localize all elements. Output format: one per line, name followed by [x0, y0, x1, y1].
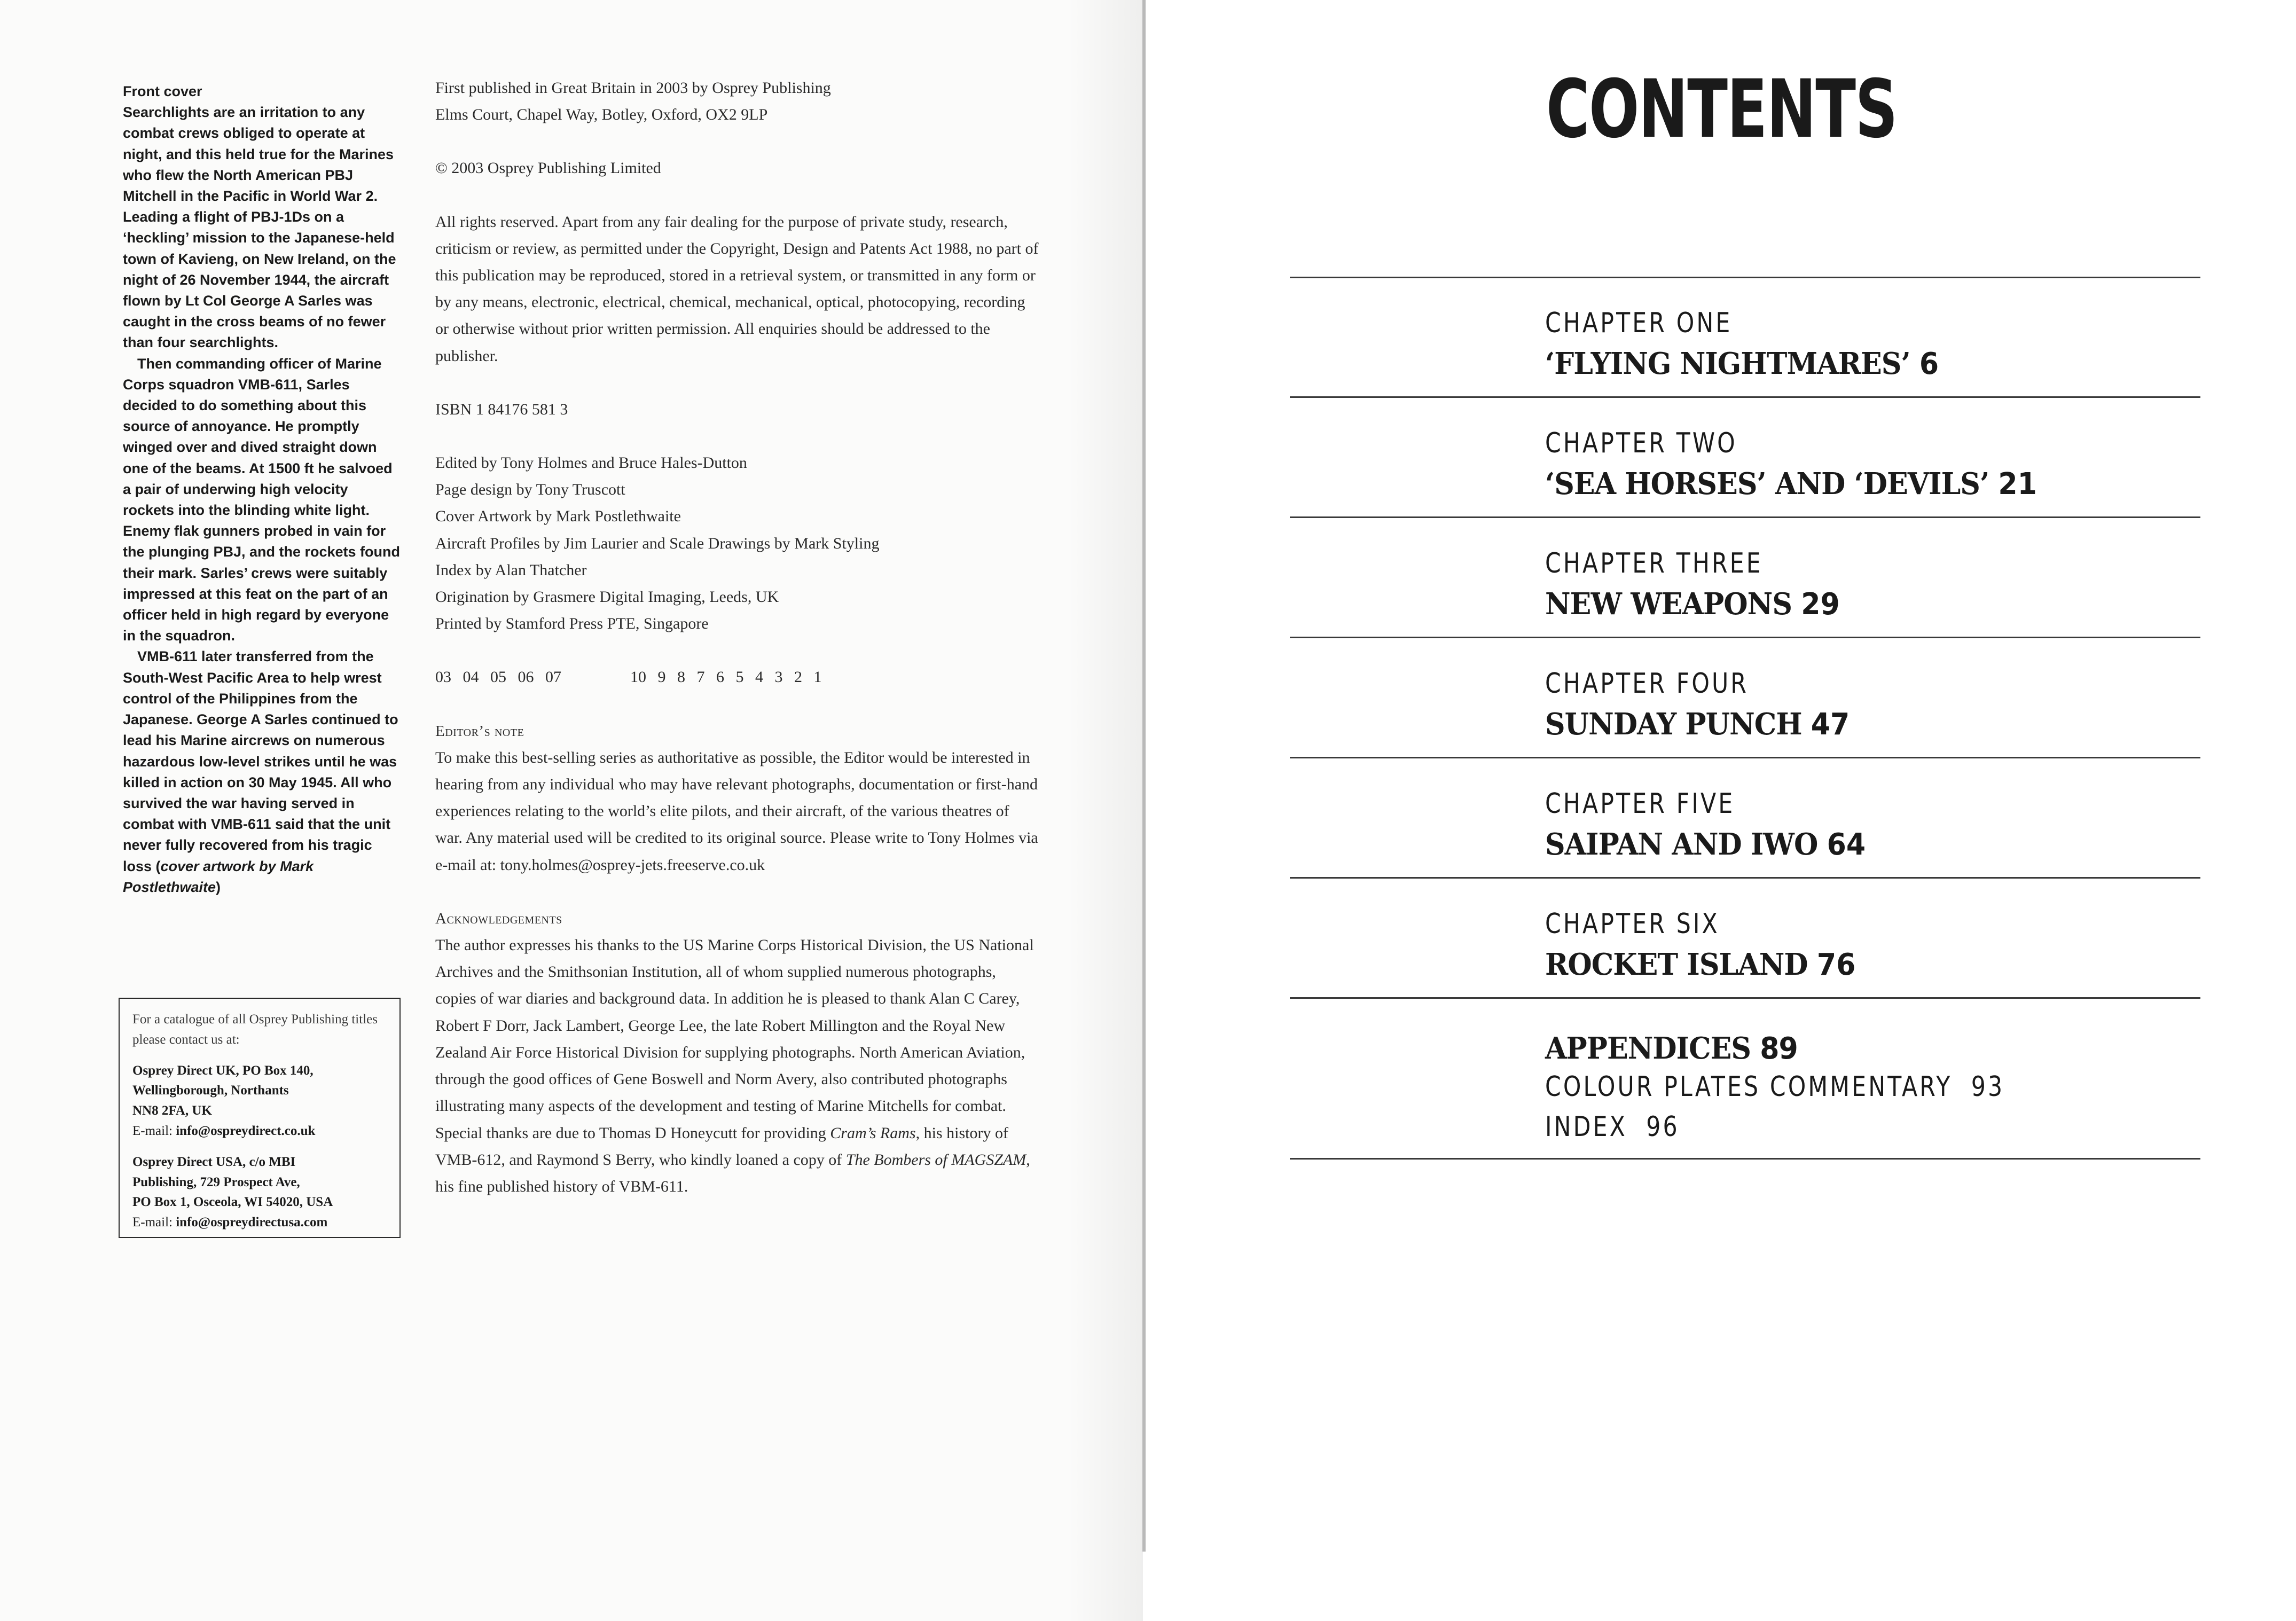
front-cover-paragraph-3: [123, 646, 403, 897]
chapter-1-title: [1545, 346, 1939, 382]
catalogue-intro: For a catalogue of all Osprey Publishing titles please contact us at:: [132, 1012, 378, 1047]
editors-note-section: [435, 718, 1039, 879]
divider-rule: [1290, 757, 2200, 758]
credit-line: Printed by Stamford Press PTE, Singapore: [435, 615, 709, 633]
print-years: 03 04 05 06 07: [435, 668, 561, 686]
chapter-1-page: 6: [1919, 347, 1939, 381]
chapter-4-name: SUNDAY PUNCH: [1545, 707, 1802, 742]
usa-address-line-3: PO Box 1, Osceola, WI 54020, USA: [132, 1195, 333, 1210]
chapter-6-label: CHAPTER SIX: [1545, 908, 1720, 940]
acknowledgements-text: [435, 932, 1039, 1200]
imprint-column: [435, 75, 1039, 1200]
chapter-2-page: 21: [1998, 467, 2037, 502]
divider-rule: [1290, 637, 2200, 638]
front-cover-heading: Front cover: [123, 83, 202, 99]
chapter-6-title: [1545, 947, 1855, 983]
ack-text-1: The author expresses his thanks to the US Marine Corps Historical Division, the US National Archives and the Smithsonian Institution, all of whom supplied numerous photographs, copies of war diaries and background data. In addition he is pleased to thank Alan C Carey, Robert F Dorr, Jack Lambert, George Lee, the late Robert Millington and the Royal New Zealand Air Force Historical Division for supplying photographs. North American Aviation, through the good offices of Gene Boswell and Norm Avery, also contributed photographs illustrating many aspects of the development and testing of Marine Mitchells for combat. Special thanks are due to Thomas D Honeycutt for providing: [435, 936, 1034, 1142]
colour-plates-title: COLOUR PLATES COMMENTARY: [1545, 1071, 1953, 1103]
appendices-page: 89: [1760, 1031, 1798, 1066]
production-credits: [435, 450, 1039, 637]
divider-rule: [1290, 1158, 2200, 1160]
credit-open: (: [152, 858, 161, 874]
credit-line: Aircraft Profiles by Jim Laurier and Scale Drawings by Mark Styling: [435, 534, 880, 552]
usa-email-address: info@ospreydirectusa.com: [176, 1215, 328, 1230]
contents-title: CONTENTS: [1546, 63, 1897, 156]
uk-email-address: info@ospreydirect.co.uk: [176, 1123, 316, 1138]
divider-rule: [1290, 997, 2200, 999]
published-line-1: First published in Great Britain in 2003 by Osprey Publishing: [435, 79, 831, 97]
print-line: [435, 664, 1039, 691]
copyright-line: © 2003 Osprey Publishing Limited: [435, 159, 661, 177]
divider-rule: [1290, 877, 2200, 879]
chapter-3-name: NEW WEAPONS: [1545, 586, 1792, 622]
credit-line: Edited by Tony Holmes and Bruce Hales-Dutton: [435, 454, 747, 472]
chapter-1-name: ‘FLYING NIGHTMARES’: [1545, 346, 1910, 381]
divider-rule: [1290, 396, 2200, 398]
divider-rule: [1290, 516, 2200, 518]
chapter-3-title: [1545, 586, 1840, 622]
index-page: 96: [1646, 1111, 1680, 1143]
chapter-5-title: [1545, 827, 1866, 863]
credit-line: Origination by Grasmere Digital Imaging, Leeds, UK: [435, 588, 779, 606]
colour-plates-entry: [1545, 1071, 2004, 1103]
uk-address-line-3: NN8 2FA, UK: [132, 1103, 212, 1118]
editors-note-heading: Editor’s note: [435, 722, 524, 740]
uk-address-line-2: Wellingborough, Northants: [132, 1083, 289, 1098]
credit-line: Index by Alan Thatcher: [435, 561, 587, 579]
divider-rule: [1290, 277, 2200, 278]
chapter-4-title: [1545, 707, 1850, 742]
credit-close: ): [216, 879, 221, 895]
chapter-1-label: CHAPTER ONE: [1545, 307, 1733, 339]
chapter-5-label: CHAPTER FIVE: [1545, 788, 1735, 820]
chapter-4-label: CHAPTER FOUR: [1545, 668, 1749, 700]
acknowledgements-section: [435, 905, 1039, 1200]
chapter-6-name: ROCKET ISLAND: [1545, 947, 1808, 982]
ack-book-title-1: Cram’s Rams: [830, 1124, 916, 1142]
chapter-2-label: CHAPTER TWO: [1545, 427, 1737, 459]
page-gutter: [1142, 0, 1146, 1552]
appendices-title: APPENDICES: [1545, 1031, 1751, 1066]
index-title: INDEX: [1545, 1111, 1627, 1143]
credit-line: Page design by Tony Truscott: [435, 481, 625, 499]
print-run: 10 9 8 7 6 5 4 3 2 1: [630, 668, 822, 686]
acknowledgements-heading: Acknowledgements: [435, 910, 562, 927]
isbn-line: ISBN 1 84176 581 3: [435, 400, 568, 418]
ack-text-2: , his history of VMB-612, and Raymond S Berry, who kindly loaned a copy of: [435, 1124, 1008, 1169]
cover-artwork-credit: cover artwork by Mark Postlethwaite: [123, 858, 314, 895]
uk-address-line-1: Osprey Direct UK, PO Box 140,: [132, 1063, 314, 1078]
chapter-2-name: ‘SEA HORSES’ AND ‘DEVILS’: [1545, 466, 1989, 502]
appendices-entry: [1545, 1031, 1798, 1067]
usa-email-line: [132, 1212, 388, 1233]
uk-email-label: E-mail:: [132, 1123, 176, 1138]
usa-email-label: E-mail:: [132, 1215, 176, 1230]
chapter-3-label: CHAPTER THREE: [1545, 547, 1763, 580]
rights-statement: All rights reserved. Apart from any fair dealing for the purpose of private study, research, criticism or review, as permitted under the Copyright, Design and Patents Act 1988, no part of this publication may be reproduced, stored in a retrieval system, or transmitted in any form or by any means, electronic, electrical, chemical, mechanical, optical, photocopying, recording or otherwise without prior written permission. All enquiries should be addressed to the publisher.: [435, 213, 1039, 365]
front-cover-paragraph-2: Then commanding officer of Marine Corps squadron VMB-611, Sarles decided to do something about this source of annoyance. He promptly winged over and dived straight down one of the beams. At 1500 ft he salvoed a pair of underwing high velocity rockets into the blinding white light. Enemy flak gunners probed in vain for the plunging PBJ, and the rockets found their mark. Sarles’ crews were suitably impressed at this feat on the part of an officer held in high regard by everyone in the squadron.: [123, 355, 401, 644]
chapter-5-page: 64: [1827, 827, 1866, 862]
chapter-4-page: 47: [1811, 707, 1850, 742]
usa-address-line-2: Publishing, 729 Prospect Ave,: [132, 1174, 300, 1189]
usa-address-line-1: Osprey Direct USA, c/o MBI: [132, 1154, 296, 1169]
ack-text-3: , his fine published history of VBM-611.: [435, 1150, 1030, 1195]
publication-info: [435, 75, 1039, 128]
editors-note-text: To make this best-selling series as authoritative as possible, the Editor would be interested in hearing from any individual who may have relevant photographs, documentation or first-hand experiences relating to the world’s elite pilots, and their aircraft, of the various theatres of war. Any material used will be credited to its original source. Please write to Tony Holmes via e-mail at: tony.holmes@osprey-jets.freeserve.co.uk: [435, 748, 1038, 874]
chapter-3-page: 29: [1801, 587, 1840, 622]
front-cover-paragraph-1: Searchlights are an irritation to any combat crews obliged to operate at night, and this held true for the Marines who flew the North American PBJ Mitchell in the Pacific in World War 2. Leading a flight of PBJ-1Ds on a ‘heckling’ mission to the Japanese-held town of Kavieng, on New Ireland, on the night of 26 November 1944, the aircraft flown by Lt Col George A Sarles was caught in the cross beams of no fewer than four searchlights.: [123, 104, 396, 351]
chapter-5-name: SAIPAN AND IWO: [1545, 827, 1818, 862]
ack-book-title-2: The Bombers of MAGSZAM: [845, 1150, 1026, 1169]
index-entry: [1545, 1111, 1680, 1143]
uk-email-line: [132, 1121, 388, 1141]
front-cover-caption: [123, 81, 403, 898]
published-line-2: Elms Court, Chapel Way, Botley, Oxford, OX2 9LP: [435, 106, 768, 124]
credit-line: Cover Artwork by Mark Postlethwaite: [435, 507, 681, 526]
chapter-2-title: [1545, 466, 2037, 502]
front-cover-paragraph-3-text: VMB-611 later transferred from the South-West Pacific Area to help wrest control of the Philippines from the Japanese. George A Sarles continued to lead his Marine aircrews on numerous hazardous low-level strikes until he was killed in action on 30 May 1945. All who survived the war having served in combat with VMB-611 said that the unit never fully recovered from his tragic loss: [123, 648, 398, 874]
catalogue-contact-box: [119, 998, 401, 1238]
colour-plates-page: 93: [1971, 1071, 2005, 1103]
chapter-6-page: 76: [1816, 947, 1856, 982]
